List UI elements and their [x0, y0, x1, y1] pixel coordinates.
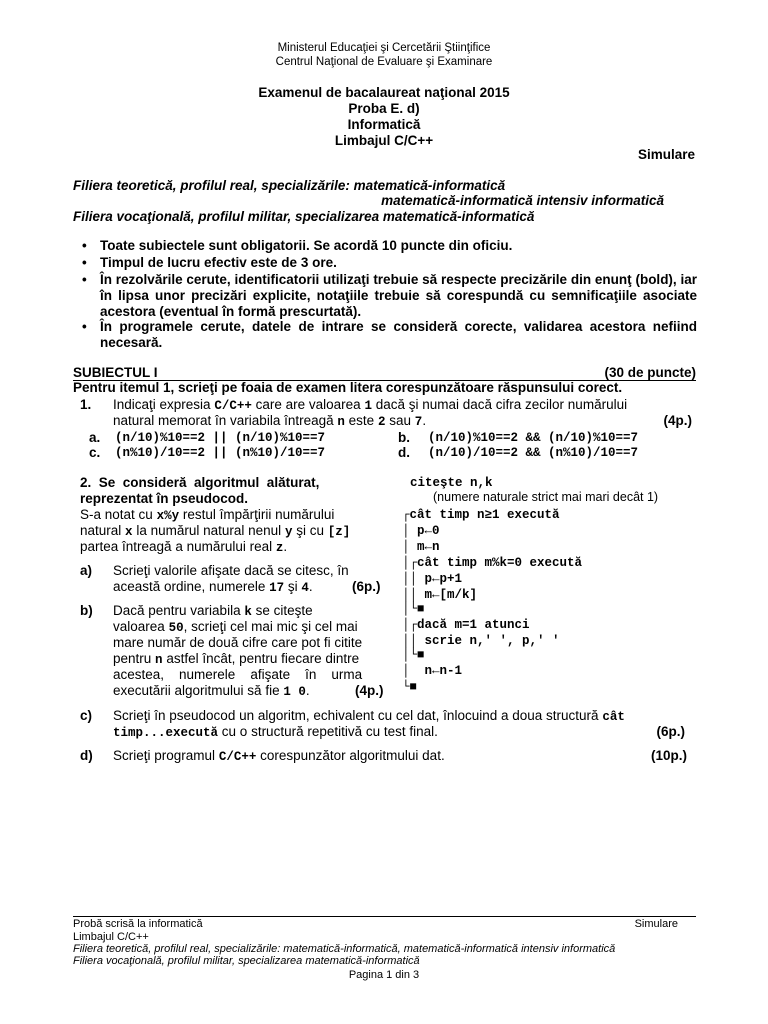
option-letter: a.	[89, 430, 101, 445]
pseudo-line: │┌cât timp m%k=0 execută	[402, 556, 583, 570]
item2a-line2: această ordine, numerele 17 şi 4.	[113, 579, 313, 595]
pseudo-line: └■	[402, 680, 418, 694]
item2b-line6: executării algoritmului să fie 1 0.	[113, 683, 310, 699]
item2-def-line2: natural x la numărul natural nenul y şi cu [z]	[80, 523, 351, 539]
pseudo-line: ││ p←p+1	[402, 572, 463, 586]
item2-intro2: reprezentat în pseudocod.	[80, 491, 249, 506]
bullet-icon: •	[82, 255, 87, 270]
item2c-line1: Scrieţi în pseudocod un algoritm, echivalent cu cel dat, înlocuind a doua structură cât	[113, 708, 625, 724]
proba: Proba E. d)	[348, 101, 420, 116]
option-code: (n%10)/10==2 || (n%10)/10==7	[115, 446, 326, 460]
pseudo-line: │┌dacă m=1 atunci	[402, 618, 530, 632]
option-code: (n/10)%10==2 && (n/10)%10==7	[428, 431, 639, 445]
item2c-letter: c)	[80, 708, 93, 723]
pseudo-line: │ n←n-1	[402, 664, 463, 678]
item2-intro1: 2. Se consideră algoritmul alăturat,	[80, 475, 320, 490]
bullet-icon: •	[82, 238, 87, 253]
footer-line3: Filiera teoretică, profilul real, specializările: matematică-informatică, matematică-informatică intensiv informatică	[73, 943, 616, 955]
item2b-letter: b)	[80, 603, 93, 618]
item2a-points: (6p.)	[352, 579, 381, 594]
option-letter: b.	[398, 430, 410, 445]
item2-def-line3: partea întreagă a numărului real z.	[80, 539, 288, 555]
subject: Informatică	[347, 117, 421, 132]
pseudo-line: ││ scrie n,' ', p,' '	[402, 634, 560, 648]
footer-line1: Probă scrisă la informatică	[73, 918, 203, 930]
item1-text-line1: Indicaţi expresia C/C++ care are valoarea 1 dacă şi numai dacă cifra zecilor numărului	[113, 397, 628, 413]
subiect-intro: Pentru itemul 1, scrieţi pe foaia de examen litera corespunzătoare răspunsului corect.	[73, 380, 623, 395]
item2b-line3: mare număr de două cifre care pot fi citite	[113, 635, 363, 650]
item2c-line2: timp...execută cu o structură repetitivă cu test final.	[113, 724, 438, 740]
page-number: Pagina 1 din 3	[348, 969, 420, 981]
item1-points: (4p.)	[663, 413, 692, 428]
item2a-letter: a)	[80, 563, 93, 578]
filiera-line2: matematică-informatică intensiv informatică	[381, 193, 664, 208]
pseudo-line: │└■	[402, 648, 425, 662]
pseudo-line: │ m←n	[402, 540, 440, 554]
option-code: (n/10)%10==2 || (n/10)%10==7	[115, 431, 326, 445]
footer-line2: Limbajul C/C++	[73, 931, 149, 943]
footer-simulare: Simulare	[634, 918, 678, 930]
pseudo-line: ││ m←[m/k]	[402, 588, 478, 602]
item2b-points: (4p.)	[355, 683, 384, 698]
item2b-line4: pentru n astfel încât, pentru fiecare dintre	[113, 651, 360, 667]
footer-divider	[73, 916, 696, 917]
instruction-item: În rezolvările cerute, identificatorii utilizaţi trebuie să respecte precizările din enunţ (bold), iar în lipsa unor precizări explicite, notaţiile trebuie să corespundă cu semnificaţiile asociate acestora (eventual în formă prescurtată).	[100, 272, 697, 319]
item2d-points: (10p.)	[650, 748, 687, 763]
exam-title: Examenul de bacalaureat naţional 2015	[258, 85, 510, 100]
instruction-item: Toate subiectele sunt obligatorii. Se acordă 10 puncte din oficiu.	[100, 238, 513, 253]
language: Limbajul C/C++	[334, 133, 434, 148]
bullet-icon: •	[82, 319, 87, 334]
pseudo-line: ┌cât timp n≥1 execută	[402, 508, 560, 522]
footer-line4: Filiera vocaţională, profilul militar, specializarea matematică-informatică	[73, 955, 420, 967]
pseudo-line: citeşte n,k	[410, 476, 493, 490]
pseudo-line: │ p←0	[402, 524, 440, 538]
filiera-line1: Filiera teoretică, profilul real, specializările: matematică-informatică	[73, 178, 506, 193]
ministry-name: Ministerul Educaţiei şi Cercetării Ştiinţifice	[277, 42, 491, 54]
option-letter: c.	[89, 445, 101, 460]
option-letter: d.	[398, 445, 410, 460]
item1-text-line2: natural memorat în variabila întreagă n este 2 sau 7.	[113, 413, 427, 429]
instruction-item: În programele cerute, datele de intrare se consideră corecte, validarea acestora nefiind necesară.	[100, 319, 697, 350]
center-name: Centrul Naţional de Evaluare şi Examinare	[275, 56, 493, 68]
item2b-line1: Dacă pentru variabila k se citeşte	[113, 603, 313, 619]
item2c-points: (6p.)	[656, 724, 685, 739]
item2d-line1: Scrieţi programul C/C++ corespunzător algoritmului dat.	[113, 748, 445, 764]
filiera-line3: Filiera vocaţională, profilul militar, specializarea matematică-informatică	[73, 209, 535, 224]
item2d-letter: d)	[80, 748, 93, 763]
item2a-line1: Scrieţi valorile afişate dacă se citesc, în	[113, 563, 349, 578]
subiect-points: (30 de puncte)	[604, 365, 696, 380]
item2b-line2: valoarea 50, scrieţi cel mai mic şi cel mai	[113, 619, 358, 635]
item2b-line5: acestea, numerele afişate în urma	[113, 667, 363, 682]
item2-def-line1: S-a notat cu x%y restul împărţirii numărului	[80, 507, 335, 523]
pseudo-comment: (numere naturale strict mai mari decât 1)	[433, 490, 659, 504]
pseudo-line: │└■	[402, 602, 425, 616]
instruction-item: Timpul de lucru efectiv este de 3 ore.	[100, 255, 337, 270]
subiect-title: SUBIECTUL I	[73, 365, 158, 380]
simulare-label: Simulare	[637, 147, 695, 162]
item1-number: 1.	[80, 397, 92, 412]
option-code: (n/10)/10==2 && (n%10)/10==7	[428, 446, 639, 460]
bullet-icon: •	[82, 272, 87, 287]
